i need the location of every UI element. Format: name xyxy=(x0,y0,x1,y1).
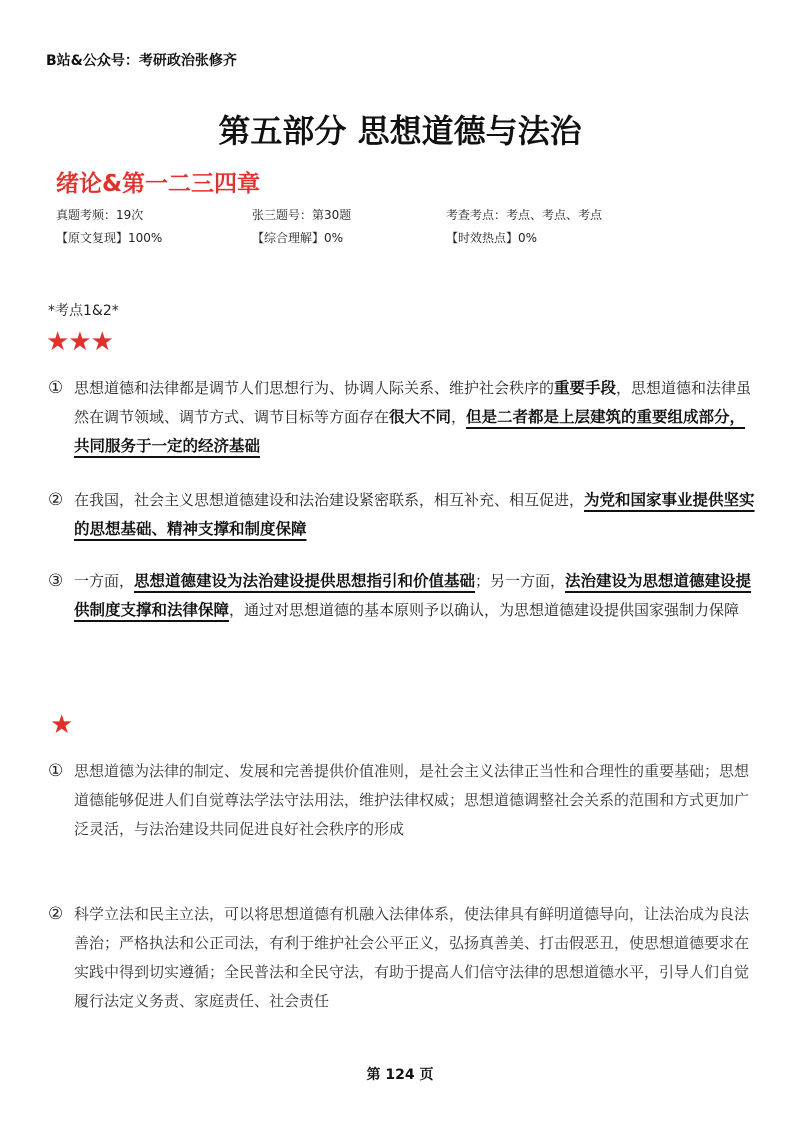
item-text: 思想道德为法律的制定、发展和完善提供价值准则 xyxy=(74,762,405,780)
meta-original-reproduction: 【原文复现】100% xyxy=(56,231,163,245)
item-text: 科学立法和民主立法 xyxy=(74,905,210,923)
chapter-subtitle: 绪论&第一二三四章 xyxy=(56,171,261,197)
item-text: 全民普法和全民守法 xyxy=(224,963,360,981)
item-text: ，维护法律权威； xyxy=(344,791,465,809)
item-text: 在我国，社会主义思想道德建设和法治建设紧密联系，相互补充、相互促进， xyxy=(74,491,585,509)
item-text: ，与法治建设共同促进良好社会秩序的形成 xyxy=(119,820,405,838)
item-text: ，思想道德和法律虽然在调节领域、调节方式、调节目标等方面存在 xyxy=(74,379,752,426)
item-emphasis: 很大不同 xyxy=(389,408,452,426)
item-number: ② xyxy=(48,904,64,924)
item-emphasis-underlined: 为党和国家事业提供坚实的思想基础、精神支撑和制度保障 xyxy=(74,491,755,538)
list-item xyxy=(48,486,760,544)
topic-label: *考点1&2* xyxy=(48,303,119,319)
item-text: 严格执法和公正司法 xyxy=(119,934,255,952)
meta-exam-points: 考查考点：考点、考点、考点 xyxy=(446,208,603,222)
item-emphasis-underlined: 法治建设为思想道德建设提供制度支撑和法律保障 xyxy=(74,572,752,619)
item-text: ，有助于提高人们信守法律的思想道德水平，引导人们自觉履行法定义务责、家庭责任、社会责任 xyxy=(74,963,750,1010)
item-body xyxy=(74,374,760,461)
meta-hot-topics: 【时效热点】0% xyxy=(446,231,538,245)
page-number: 第 124 页 xyxy=(366,1067,434,1083)
meta-real-frequency: 真题考频：19次 xyxy=(56,208,144,222)
item-text: 思想道德调整社会关系的范围和方式更加广泛灵活 xyxy=(74,791,750,838)
item-text: ，有利于维护社会公平正义，弘扬真善美、打击假恶丑，使思想道德要求在实践中得到切实遵循； xyxy=(74,934,750,981)
list-item xyxy=(48,900,760,1016)
item-body xyxy=(74,757,760,844)
meta-comprehensive-understanding: 【综合理解】0% xyxy=(252,231,344,245)
page-title: 第五部分 思想道德与法治 xyxy=(218,112,582,150)
item-body xyxy=(74,567,760,625)
item-text: ， xyxy=(451,408,467,426)
item-number: ① xyxy=(48,378,64,398)
list-item xyxy=(48,567,760,625)
item-body xyxy=(74,486,760,544)
item-text: ，通过对思想道德的基本原则予以确认，为思想道德建设提供国家强制力保障 xyxy=(229,601,740,619)
item-text: 思想道德和法律都是调节人们思想行为、协调人际关系、维护社会秩序的 xyxy=(74,379,555,397)
item-text: ；另一方面， xyxy=(475,572,566,590)
item-body xyxy=(74,900,760,1016)
source-label: B站&公众号：考研政治张修齐 xyxy=(46,53,237,69)
item-number: ① xyxy=(48,761,64,781)
item-emphasis-underlined: 但是二者都是上层建筑的重要组成部分，共同服务于一定的经济基础 xyxy=(74,408,746,455)
star-rating-high: ★★★ xyxy=(46,327,113,357)
item-text: ，可以将思想道德有机融入法律体系，使法律具有鲜明道德导向，让法治成为良法善治； xyxy=(74,905,750,952)
item-emphasis: 重要手段 xyxy=(554,379,617,397)
item-text: 思想道德能够促进人们自觉尊法学法守法用法 xyxy=(74,762,750,809)
item-number: ③ xyxy=(48,571,64,591)
list-item xyxy=(48,374,760,461)
list-item xyxy=(48,757,760,844)
item-emphasis-underlined: 思想道德建设为法治建设提供思想指引和价值基础 xyxy=(134,572,476,590)
item-text: 一方面， xyxy=(74,572,135,590)
meta-zhang-question: 张三题号：第30题 xyxy=(252,208,352,222)
item-text: ，是社会主义法律正当性和合理性的重要基础； xyxy=(404,762,720,780)
star-rating-low: ★ xyxy=(50,710,73,740)
item-number: ② xyxy=(48,490,64,510)
